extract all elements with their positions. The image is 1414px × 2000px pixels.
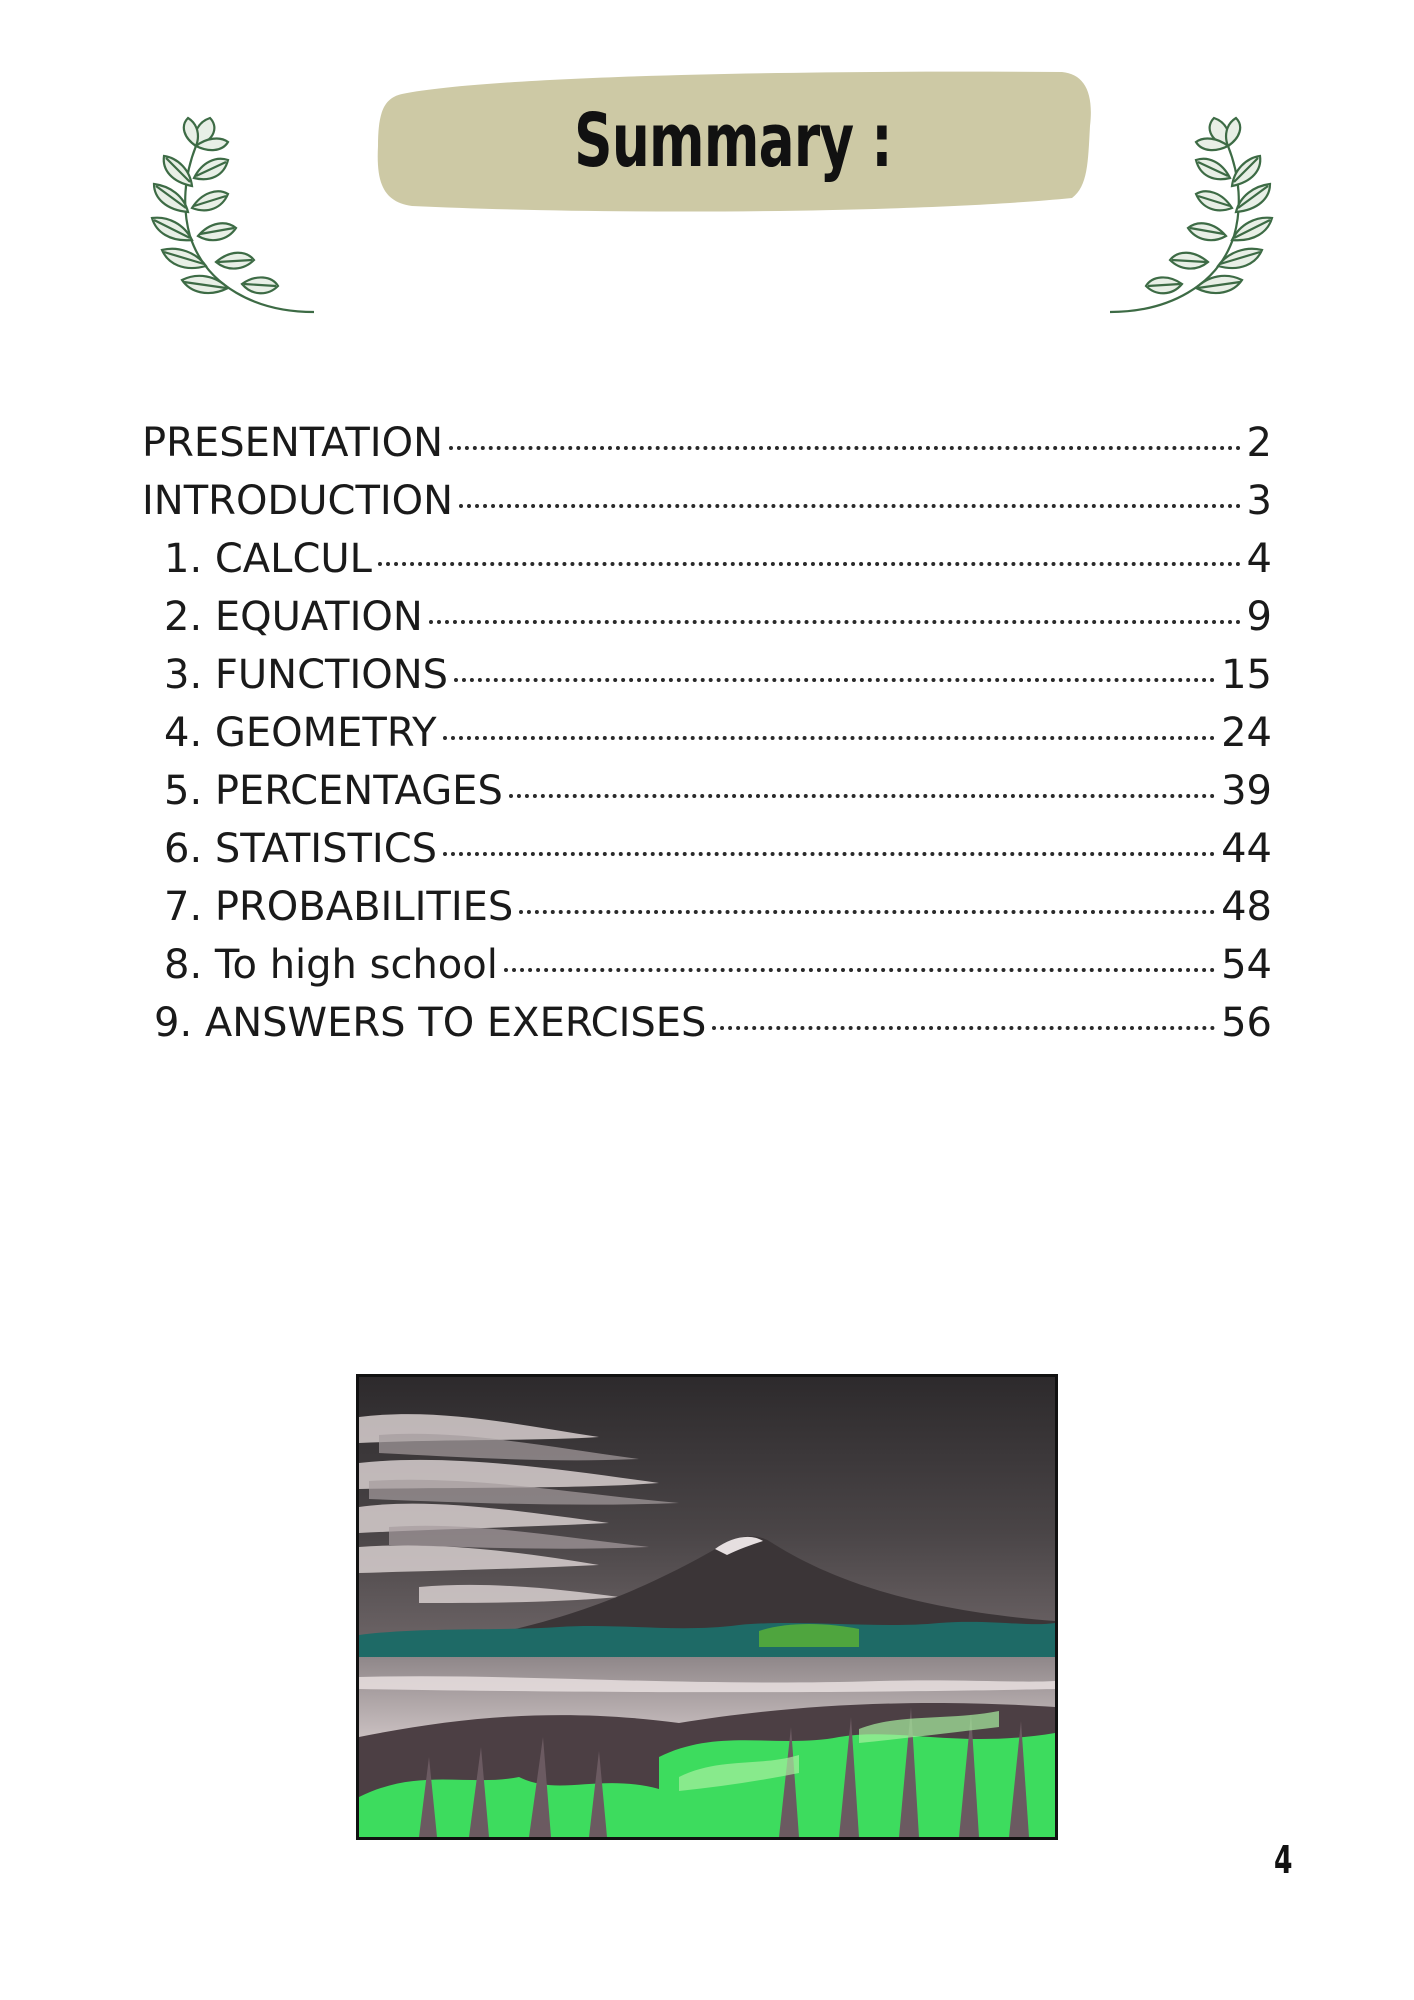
toc-entry-page: 44	[1221, 826, 1272, 872]
landscape-illustration	[356, 1374, 1058, 1840]
toc-entry-label: 1. CALCUL	[164, 536, 372, 582]
page-number: 4	[1273, 1838, 1293, 1882]
toc-entry-page: 48	[1221, 884, 1272, 930]
toc-entry-label: 6. STATISTICS	[164, 826, 438, 872]
toc-row[interactable]	[142, 884, 1272, 942]
dot-leader	[459, 504, 1240, 508]
toc-entry-label: 4. GEOMETRY	[164, 710, 437, 756]
toc-entry-label: 5. PERCENTAGES	[164, 768, 503, 814]
toc-entry-label: 2. EQUATION	[164, 594, 423, 640]
dot-leader	[712, 1026, 1215, 1030]
toc-entry-page: 15	[1221, 652, 1272, 698]
toc-entry-page: 3	[1246, 478, 1272, 524]
toc-entry-page: 24	[1221, 710, 1272, 756]
dot-leader	[378, 562, 1241, 566]
toc-entry-page: 9	[1246, 594, 1272, 640]
dot-leader	[443, 852, 1215, 856]
dot-leader	[449, 446, 1241, 450]
toc-entry-label: 9. ANSWERS TO EXERCISES	[154, 1000, 707, 1046]
toc-entry-page: 39	[1221, 768, 1272, 814]
laurel-ornament-left	[136, 116, 326, 326]
laurel-ornament-right	[1098, 116, 1288, 326]
toc-row[interactable]	[142, 652, 1272, 710]
toc-entry-page: 54	[1221, 942, 1272, 988]
title-banner	[372, 66, 1094, 216]
toc-entry-label: 7. PROBABILITIES	[164, 884, 514, 930]
toc-entry-label: 8. To high school	[164, 942, 498, 988]
dot-leader	[454, 678, 1215, 682]
toc-row[interactable]	[142, 420, 1272, 478]
toc-row[interactable]	[142, 942, 1272, 1000]
dot-leader	[443, 736, 1216, 740]
toc-row[interactable]	[142, 710, 1272, 768]
dot-leader	[429, 620, 1241, 624]
toc-entry-page: 4	[1246, 536, 1272, 582]
toc-entry-label: INTRODUCTION	[142, 478, 454, 524]
toc-row[interactable]	[142, 826, 1272, 884]
dot-leader	[504, 968, 1215, 972]
toc-entry-page: 2	[1246, 420, 1272, 466]
page-title: Summary :	[574, 98, 892, 184]
table-of-contents	[142, 420, 1272, 1058]
toc-entry-page: 56	[1221, 1000, 1272, 1046]
toc-row[interactable]	[142, 768, 1272, 826]
dot-leader	[519, 910, 1215, 914]
toc-row[interactable]	[142, 478, 1272, 536]
dot-leader	[509, 794, 1215, 798]
toc-row[interactable]	[142, 1000, 1272, 1058]
toc-row[interactable]	[142, 536, 1272, 594]
toc-entry-label: PRESENTATION	[142, 420, 443, 466]
toc-entry-label: 3. FUNCTIONS	[164, 652, 449, 698]
toc-row[interactable]	[142, 594, 1272, 652]
